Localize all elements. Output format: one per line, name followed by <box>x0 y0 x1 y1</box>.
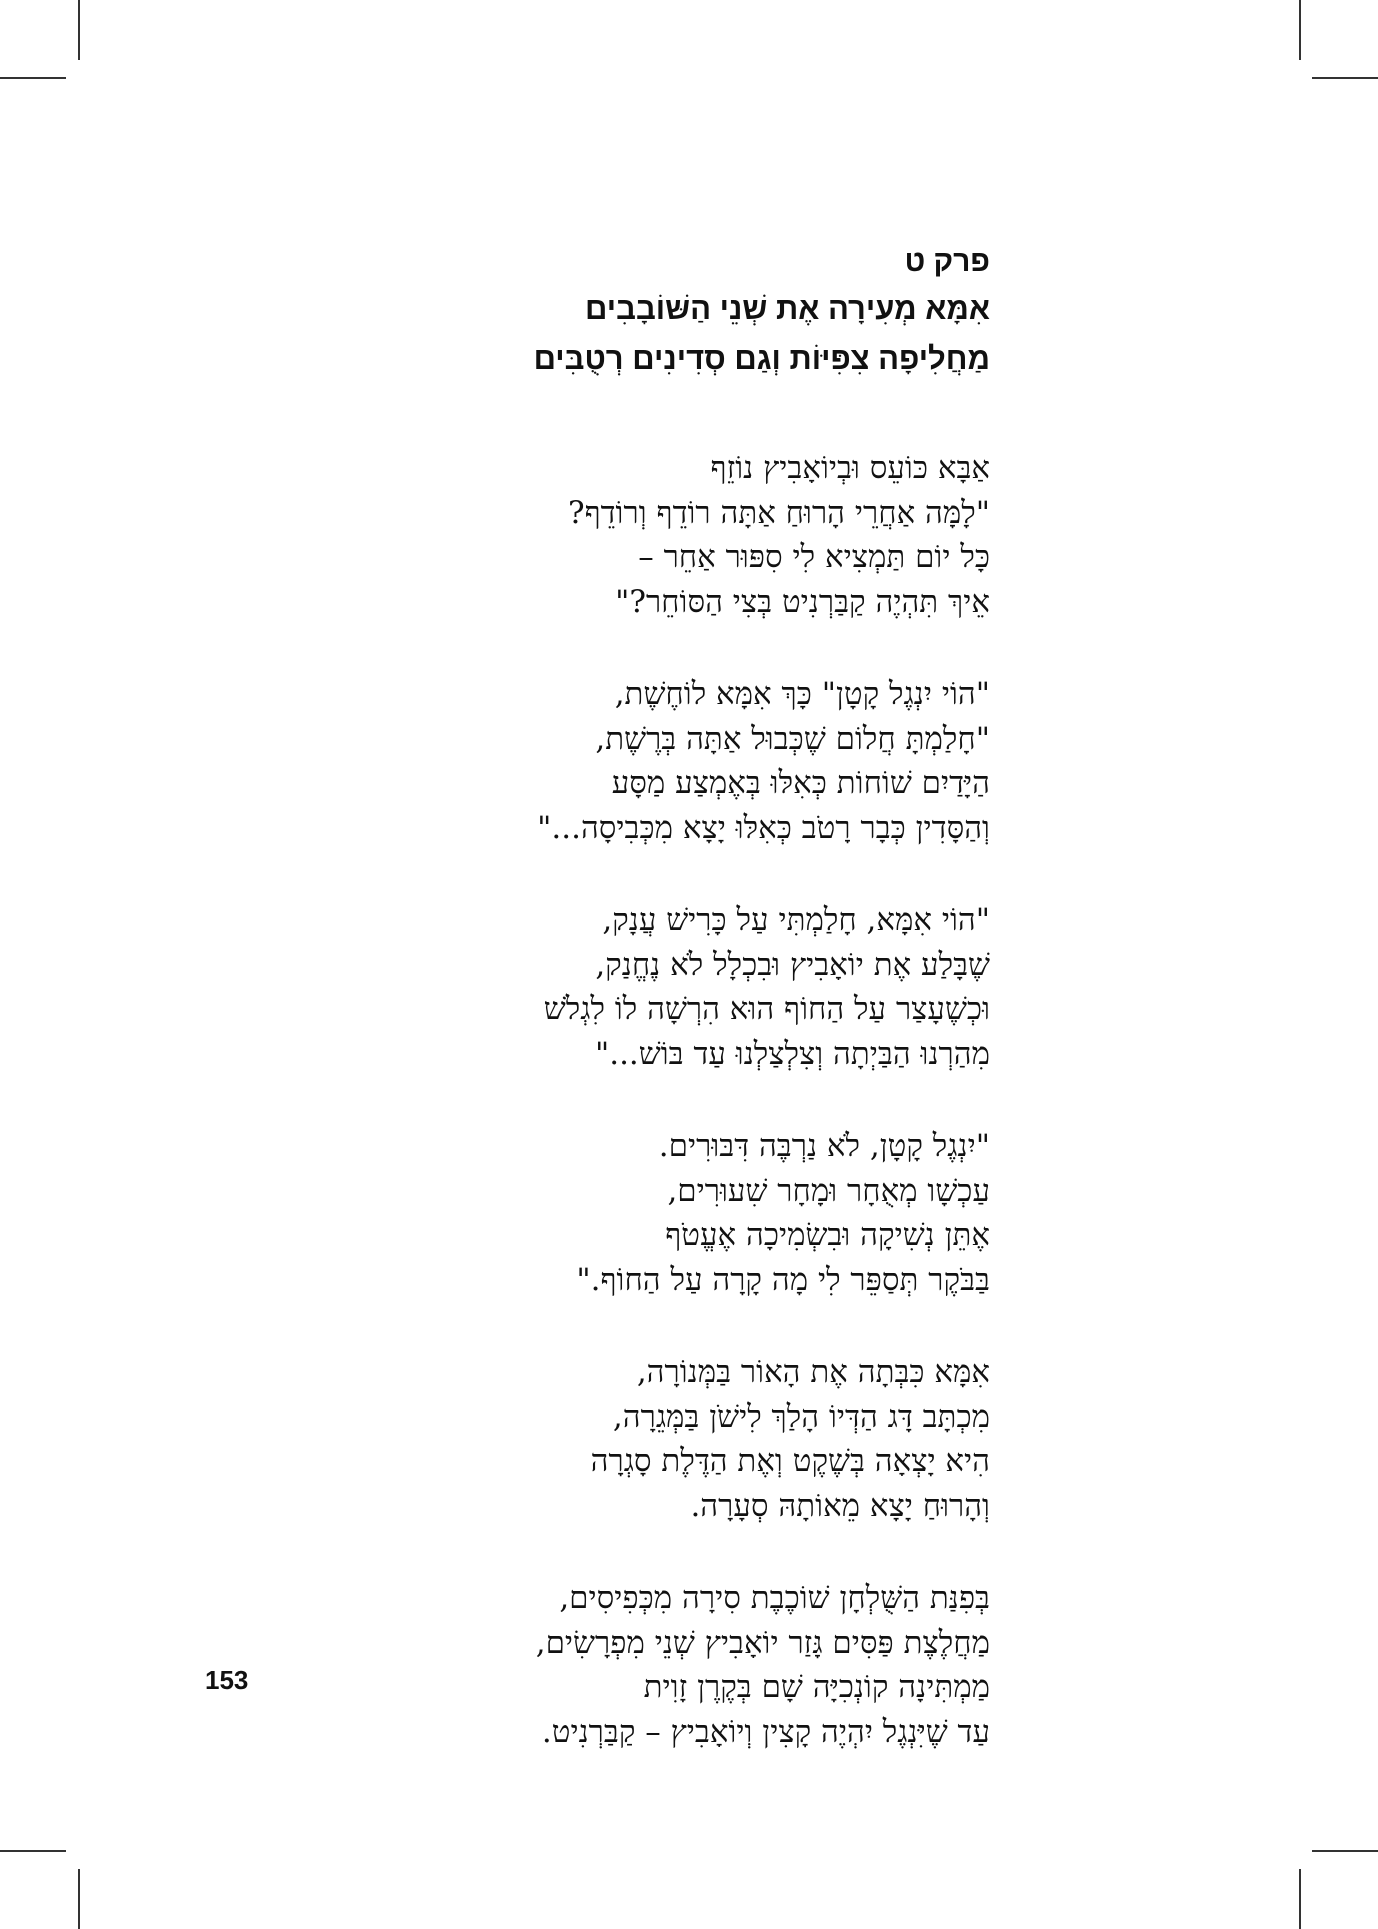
poem-line: "יִנְגֶל קָטָן, לֹא נַרְבֶּה דִּבּוּרִים. <box>658 1128 990 1164</box>
stanza <box>360 672 990 850</box>
poem-line: שֶׁבָּלַע אֶת יוֹאָבִיץ וּבִכְלָל לֹא נֶחֱנַק, <box>595 946 990 983</box>
chapter-subtitle-line: אִמָּא מְעִירָה אֶת שְׁנֵי הַשּׁוֹבָבִים <box>585 291 990 326</box>
stanza <box>360 1124 990 1302</box>
poem-line: וְהַסָּדִין כְּבָר רָטֹב כְּאִלּוּ יָצָא מִכְּבִיסָה..." <box>537 809 990 846</box>
poem-line: עַכְשָׁו מְאֻחָר וּמָחָר שִׁעוּרִים, <box>667 1172 990 1209</box>
poem-line: וְהָרוּחַ יָצָא מֵאוֹתָהּ סְעָרָה. <box>690 1487 990 1524</box>
stanza <box>360 898 990 1076</box>
stanza <box>360 446 990 624</box>
crop-mark-top-left <box>78 0 80 60</box>
poem-line: מִכְתָּב דָּג הַדְּיוֹ הָלַךְ לִישֹׁן בַּמְּגֵרָה, <box>612 1398 990 1435</box>
poem-line: הַיָּדַיִם שׁוֹחוֹת כְּאִלּוּ בְּאֶמְצַע מַסָּע <box>611 765 990 801</box>
poem-line: מִהַרְנוּ הַבַּיְתָה וְצִלְצַלְנוּ עַד בּוֹשׁ..." <box>594 1035 990 1072</box>
poem-line: עַד שֶׁיִּנְגֶל יִהְיֶה קָצִין וְיוֹאָבִיץ – קַבַּרְנִיט. <box>541 1713 990 1750</box>
chapter-title: פרק ט <box>904 245 990 278</box>
poem-line: "לָמָּה אַחֲרֵי הָרוּחַ אַתָּה רוֹדֵף וְרוֹדֵף? <box>567 494 990 531</box>
poem-line: הִיא יָצְאָה בְּשֶׁקֶט וְאֶת הַדֶּלֶת סָגְרָה <box>590 1443 990 1479</box>
chapter-subtitle-line: מַחֲלִיפָה צִפִּיּוֹת וְגַם סְדִינִים רְטֻבִּים <box>533 341 990 376</box>
poem-line: אַבָּא כּוֹעֵס וּבְיוֹאָבִיץ נוֹזֵף <box>710 450 990 486</box>
poem-line: אֶתֵּן נְשִׁיקָה וּבִשְׂמִיכָה אֶעֱטֹף <box>665 1217 990 1253</box>
poem-line: מַחֲלֶצֶת פַּסִּים גָּזַר יוֹאָבִיץ שְׁנֵי מִפְרָשִׂים, <box>535 1624 990 1661</box>
poem-line: אֵיךְ תִּהְיֶה קַבַּרְנִיט בְּצִי הַסּוֹחֵר?" <box>615 583 990 620</box>
crop-mark-bottom-left-h <box>0 1850 66 1852</box>
crop-mark-top-right-h <box>1312 77 1378 79</box>
poem-line: בְּפִנַּת הַשֻּׁלְחָן שׁוֹכֶבֶת סִירָה מִכְּפִיסִים, <box>559 1580 990 1616</box>
poem-line: "הוֹי יִנְגֶל קָטָן" כָּךְ אִמָּא לוֹחֶשֶׁת, <box>614 676 990 712</box>
poem-line: "חָלַמְתָּ חֲלוֹם שֶׁכְּבוּל אַתָּה בְּרֶשֶׁת, <box>595 720 990 757</box>
poem-line: בַּבֹּקֶר תְּסַפֵּר לִי מָה קָרָה עַל הַחוֹף." <box>576 1261 990 1298</box>
crop-mark-bottom-left <box>78 1869 80 1929</box>
poem-line: כָּל יוֹם תַּמְצִיא לִי סִפּוּר אַחֵר – <box>638 539 990 575</box>
page-number: 153 <box>205 1665 249 1695</box>
poem <box>360 446 990 1754</box>
page-content <box>360 240 990 1802</box>
stanza <box>360 1576 990 1754</box>
crop-mark-top-right <box>1299 0 1301 60</box>
poem-line: אִמָּא כִּבְּתָה אֶת הָאוֹר בַּמְּנוֹרָה, <box>636 1354 990 1390</box>
crop-mark-top-left-h <box>0 77 66 79</box>
stanza <box>360 1350 990 1528</box>
crop-mark-bottom-right <box>1299 1869 1301 1929</box>
crop-mark-bottom-right-h <box>1312 1850 1378 1852</box>
poem-line: וּכְשֶׁעָצַר עַל הַחוֹף הוּא הִרְשָׁה לוֹ לִגְלֹשׁ <box>543 991 990 1027</box>
poem-line: מַמְתִּינָה קוֹנְכִיָּה שָׁם בְּקֶרֶן זָוִית <box>643 1669 990 1705</box>
poem-line: "הוֹי אִמָּא, חָלַמְתִּי עַל כָּרִישׁ עֲנָק, <box>602 902 990 938</box>
